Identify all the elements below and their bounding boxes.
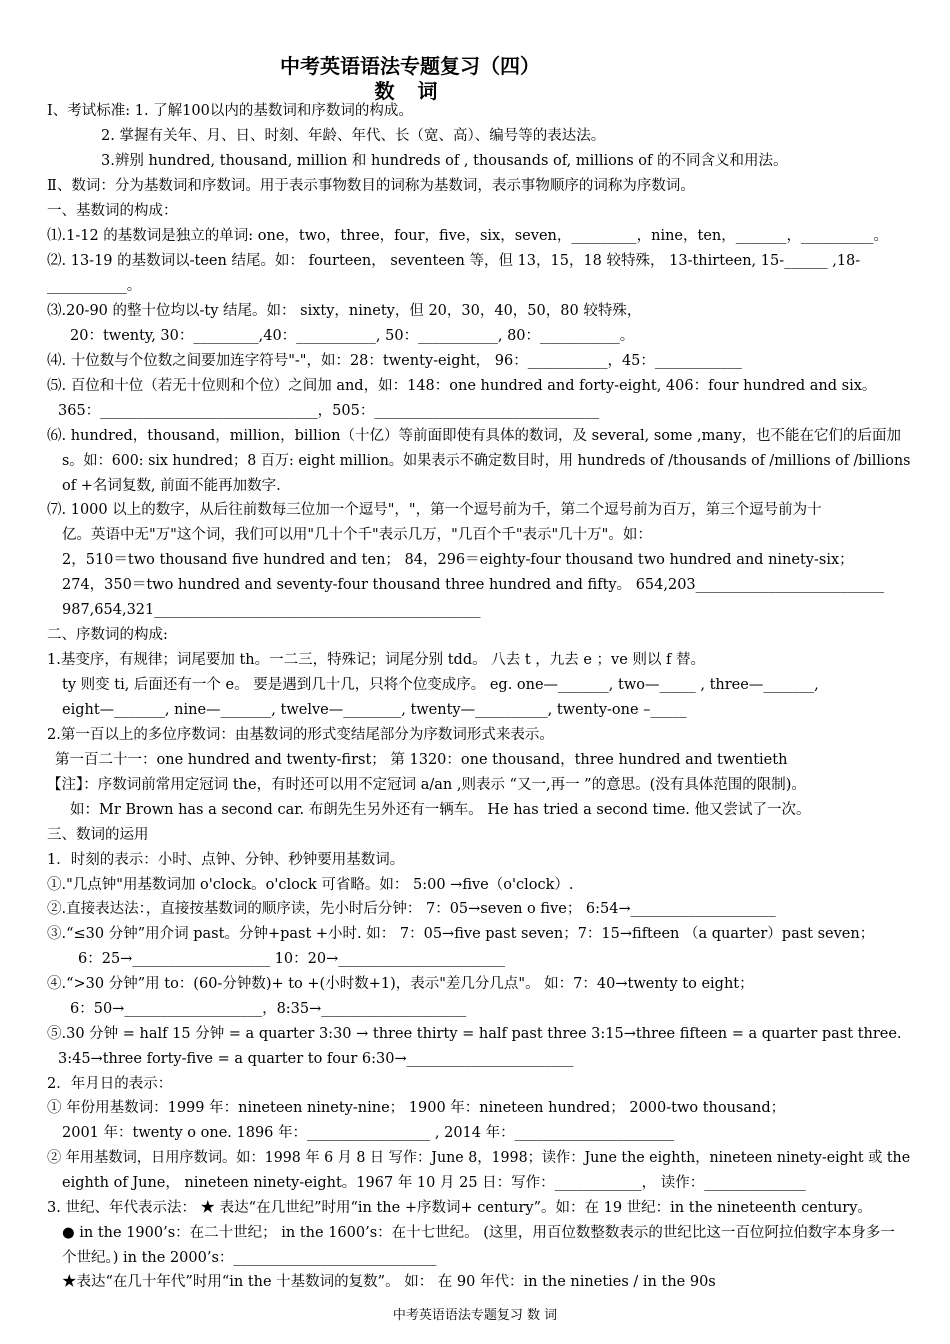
text-line: 2. 掌握有关年、月、日、时刻、年龄、年代、长（宽、高）、编号等的表达法。 — [101, 128, 606, 144]
text-line: 6：25→___________________ 10：20→_______________________ — [78, 951, 505, 967]
text-line: ① 年份用基数词：1999 年：nineteen ninety-nine； 1900 年：nineteen hundred； 2000-two thousand； — [47, 1100, 786, 1116]
text-line: ⑷. 十位数与个位数之间要加连字符号"-"，如：28：twenty-eight， 96：___________，45：____________ — [47, 353, 742, 369]
text-line: 1.基变序，有规律；词尾要加 th。一二三，特殊记；词尾分别 tdd。 八去 t ，九去 e ；ve 则以 f 替。 — [47, 652, 706, 668]
text-line: Ⅱ、数词：分为基数词和序数词。用于表示事物数目的词称为基数词，表示事物顺序的词称为序数词。 — [47, 178, 695, 194]
text-line: 亿。英语中无"万"这个词，我们可以用"几十个千"表示几万，"几百个千"表示"几十万"。如： — [62, 527, 652, 543]
text-line: 6：50→___________________，8:35→____________________ — [70, 1001, 467, 1017]
document-title: 中考英语语法专题复习（四） — [280, 54, 540, 78]
text-line: 一、基数词的构成： — [47, 203, 178, 219]
text-line: ⑴.1-12 的基数词是独立的单词: one，two，three，four，five，six，seven，_________，nine，ten，_______，__________。 — [47, 228, 889, 244]
text-line: 3. 世纪、年代表示法： ★ 表达“在几世纪”时用“in the +序数词+ century”。如：在 19 世纪：in the nineteenth century。 — [47, 1200, 872, 1216]
text-line: ⑤.30 分钟 = half 15 分钟 = a quarter 3:30 → three thirty = half past three 3:15→three fifteen = a quarter past three. — [47, 1026, 902, 1042]
text-line: of +名词复数, 前面不能再加数字. — [62, 478, 281, 494]
text-line: Ⅰ、考试标准: 1. 了解100以内的基数词和序数词的构成。 — [47, 103, 413, 119]
text-line: 274，350＝two hundred and seventy-four thousand three hundred and fifty。 654,203__________________________ — [62, 577, 885, 593]
text-line: 个世纪。) in the 2000’s：____________________________ — [62, 1250, 437, 1266]
text-line: 【注】：序数词前常用定冠词 the，有时还可以用不定冠词 a/an ,则表示 “又一,再一 ”的意思。(没有具体范围的限制)。 — [47, 777, 806, 793]
text-line: ★表达“在几十年代”时用“in the 十基数词的复数”。 如： 在 90 年代：in the nineties / in the 90s — [62, 1274, 716, 1290]
text-line: eighth of June， nineteen ninety-eight。1967 年 10 月 25 日：写作：____________， 读作：______________ — [62, 1175, 806, 1191]
text-line: 三、数词的运用 — [47, 827, 149, 843]
text-line: 2，510＝two thousand five hundred and ten； 84，296＝eighty-four thousand two hundred and ninety-six； — [62, 552, 854, 568]
text-line: 3.辨别 hundred, thousand, million 和 hundreds of , thousands of, millions of 的不同含义和用法。 — [101, 153, 788, 169]
text-line: 2.第一百以上的多位序数词：由基数词的形式变结尾部分为序数词形式来表示。 — [47, 727, 554, 743]
text-line: 二、序数词的构成: — [47, 627, 168, 643]
text-line: ___________。 — [47, 278, 142, 294]
text-line: 1．时刻的表示：小时、点钟、分钟、秒钟要用基数词。 — [47, 852, 405, 868]
text-line: 如：Mr Brown has a second car. 布朗先生另外还有一辆车。 He has tried a second time. 他又尝试了一次。 — [70, 802, 811, 818]
text-line: ⑸. 百位和十位（若无十位则和个位）之间加 and，如：148：one hundred and forty-eight, 406：four hundred and six。 — [47, 378, 877, 394]
text-line: ⑺. 1000 以上的数字，从后往前数每三位加一个逗号"，"，第一个逗号前为千，第二个逗号前为百万，第三个逗号前为十 — [47, 502, 822, 518]
text-line: eight—_______, nine—_______, twelve—________, twenty—__________, twenty-one –_____ — [62, 702, 687, 718]
text-line: ② 年用基数词，日用序数词。如：1998 年 6 月 8 日 写作：June 8，1998；读作：June the eighth，nineteen ninety-eight 或 the — [47, 1150, 911, 1166]
text-line: 987,654,321_____________________________________________ — [62, 602, 481, 618]
text-line: s。如：600: six hundred；8 百万: eight million。如果表示不确定数目时，用 hundreds of /thousands of /millions of /billions — [62, 453, 911, 469]
text-line: ③.“≤30 分钟”用介词 past。分钟+past +小时. 如： 7：05→five past seven；7：15→fifteen （a quarter）past seven； — [47, 926, 875, 942]
text-line: 20：twenty, 30：_________,40：___________, 50：___________, 80：___________。 — [70, 328, 635, 344]
text-line: ⑵. 13-19 的基数词以-teen 结尾。如： fourteen， seventeen 等，但 13，15，18 较特殊， 13-thirteen, 15-______ ,18- — [47, 253, 861, 269]
text-line: 2001 年：twenty o one. 1896 年：_________________ , 2014 年：______________________ — [62, 1125, 675, 1141]
text-line: 2．年月日的表示： — [47, 1076, 173, 1092]
text-line: 3:45→three forty-five = a quarter to four 6:30→_______________________ — [58, 1051, 574, 1067]
text-line: ● in the 1900’s：在二十世纪； in the 1600’s：在十七世纪。 (这里，用百位数整数表示的世纪比这一百位阿拉伯数字本身多一 — [62, 1225, 895, 1241]
text-line: ①."几点钟"用基数词加 o'clock。o'clock 可省略。如： 5:00 →five（o'clock）. — [47, 877, 574, 893]
text-line: ⑶.20-90 的整十位均以-ty 结尾。如： sixty，ninety，但 20，30，40，50，80 较特殊， — [47, 303, 642, 319]
text-line: ②.直接表达法：，直接按基数词的顺序读，先小时后分钟： 7：05→seven o five； 6:54→____________________ — [47, 901, 776, 917]
text-line: 365：______________________________，505：_______________________________ — [58, 403, 600, 419]
text-line: ⑹. hundred，thousand，million，billion（十亿）等前面即使有具体的数词，及 several, some ,many，也不能在它们的后面加 — [47, 428, 901, 444]
page-footer: 中考英语语法专题复习 数 词 — [392, 1308, 558, 1323]
text-line: ④.“>30 分钟”用 to：(60-分钟数)+ to +(小时数+1)，表示"差几分几点"。 如：7：40→twenty to eight； — [47, 976, 754, 992]
text-line: 第一百二十一：one hundred and twenty-first； 第 1320：one thousand，three hundred and twentieth — [55, 752, 788, 768]
document-subtitle: 数 词 — [374, 79, 446, 103]
text-line: ty 则变 ti, 后面还有一个 e。 要是遇到几十几，只将个位变成序。 eg. one—_______, two—_____ , three—_______, — [62, 677, 819, 693]
